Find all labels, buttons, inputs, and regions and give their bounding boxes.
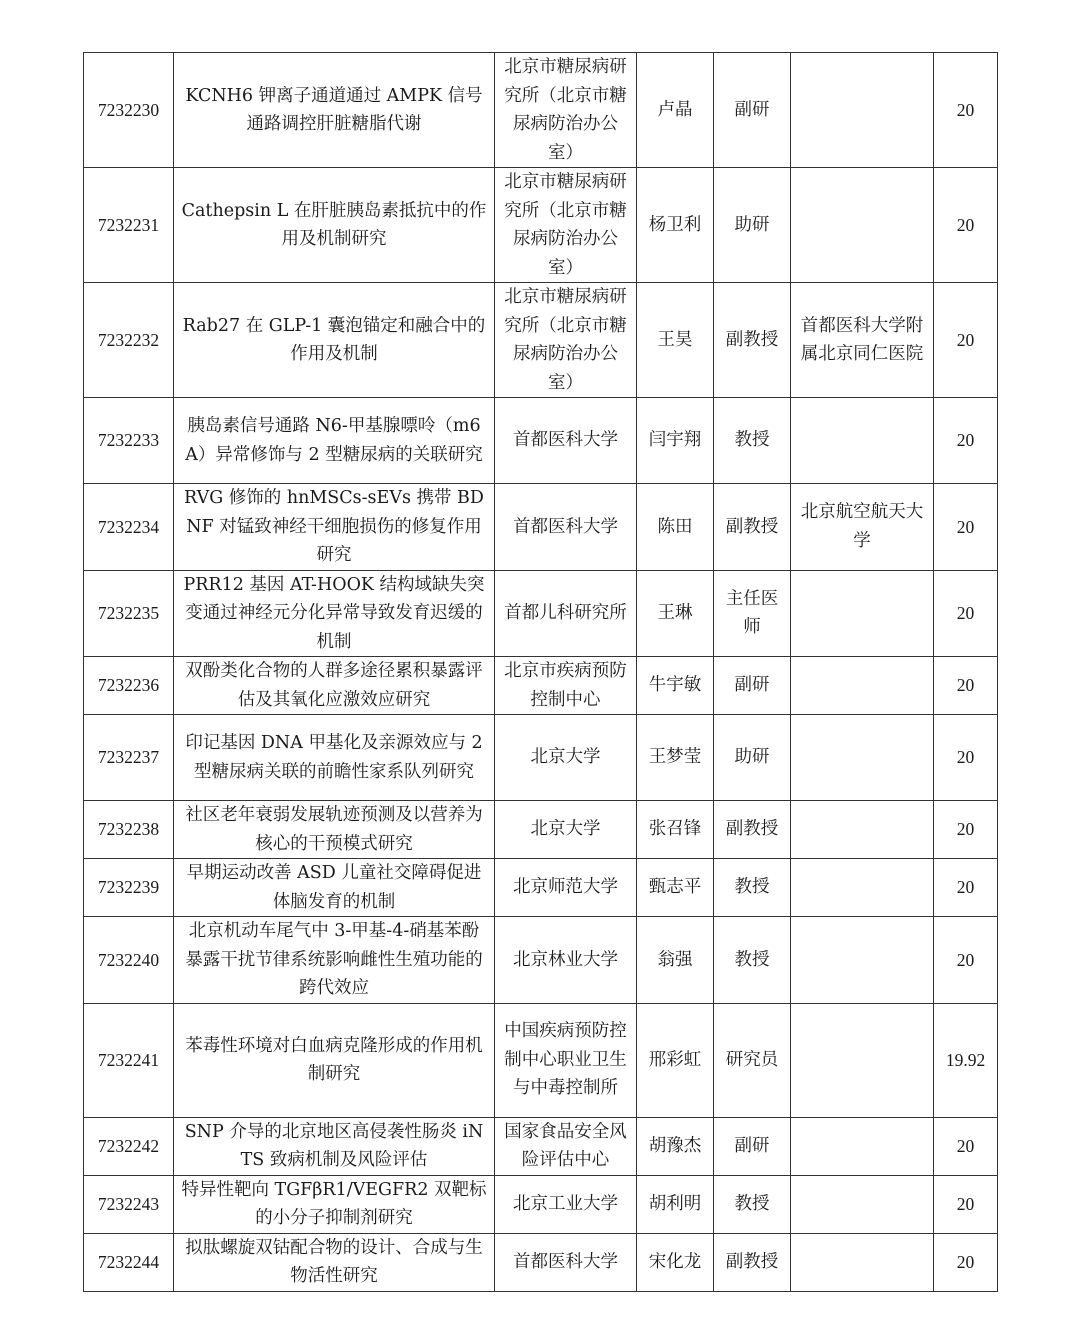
funding-amount-cell: 20	[934, 570, 998, 657]
institution-cell: 北京大学	[495, 801, 637, 859]
project-title-cell: 北京机动车尾气中 3-甲基-4-硝基苯酚暴露干扰节律系统影响雌性生殖功能的跨代效应	[174, 917, 495, 1004]
funding-amount-cell: 20	[934, 859, 998, 917]
position-cell: 副教授	[714, 1233, 791, 1291]
table-row	[84, 1175, 998, 1233]
table-row	[84, 801, 998, 859]
investigator-name-cell: 邢彩虹	[637, 1003, 714, 1117]
institution-cell: 北京市糖尿病研究所（北京市糖尿病防治办公室）	[495, 53, 637, 168]
institution-cell: 北京市糖尿病研究所（北京市糖尿病防治办公室）	[495, 283, 637, 398]
project-id-cell: 7232232	[84, 283, 174, 398]
project-title-cell: 早期运动改善 ASD 儿童社交障碍促进体脑发育的机制	[174, 859, 495, 917]
project-id-cell: 7232243	[84, 1175, 174, 1233]
partner-institution-cell	[791, 657, 934, 715]
table-row	[84, 715, 998, 801]
investigator-name-cell: 牛宇敏	[637, 657, 714, 715]
project-id-cell: 7232238	[84, 801, 174, 859]
table-row	[84, 398, 998, 484]
partner-institution-cell	[791, 398, 934, 484]
institution-cell: 国家食品安全风险评估中心	[495, 1117, 637, 1175]
partner-institution-cell	[791, 917, 934, 1004]
funding-amount-cell: 19.92	[934, 1003, 998, 1117]
partner-institution-cell	[791, 1175, 934, 1233]
partner-institution-cell	[791, 168, 934, 283]
table-row	[84, 1117, 998, 1175]
project-id-cell: 7232239	[84, 859, 174, 917]
table-row	[84, 1003, 998, 1117]
investigator-name-cell: 王琳	[637, 570, 714, 657]
table-row	[84, 283, 998, 398]
project-title-cell: 印记基因 DNA 甲基化及亲源效应与 2 型糖尿病关联的前瞻性家系队列研究	[174, 715, 495, 801]
funding-amount-cell: 20	[934, 715, 998, 801]
partner-institution-cell	[791, 570, 934, 657]
funding-amount-cell: 20	[934, 53, 998, 168]
funding-amount-cell: 20	[934, 283, 998, 398]
project-id-cell: 7232241	[84, 1003, 174, 1117]
project-title-cell: RVG 修饰的 hnMSCs-sEVs 携带 BDNF 对锰致神经干细胞损伤的修复作用研究	[174, 484, 495, 571]
table-row	[84, 917, 998, 1004]
institution-cell: 北京林业大学	[495, 917, 637, 1004]
project-id-cell: 7232236	[84, 657, 174, 715]
position-cell: 主任医师	[714, 570, 791, 657]
table-row	[84, 859, 998, 917]
position-cell: 副研	[714, 1117, 791, 1175]
position-cell: 教授	[714, 398, 791, 484]
position-cell: 助研	[714, 715, 791, 801]
institution-cell: 首都医科大学	[495, 398, 637, 484]
project-title-cell: KCNH6 钾离子通道通过 AMPK 信号通路调控肝脏糖脂代谢	[174, 53, 495, 168]
funding-amount-cell: 20	[934, 657, 998, 715]
project-title-cell: 社区老年衰弱发展轨迹预测及以营养为核心的干预模式研究	[174, 801, 495, 859]
position-cell: 副研	[714, 53, 791, 168]
institution-cell: 北京市疾病预防控制中心	[495, 657, 637, 715]
project-title-cell: PRR12 基因 AT-HOOK 结构域缺失突变通过神经元分化异常导致发育迟缓的机制	[174, 570, 495, 657]
position-cell: 助研	[714, 168, 791, 283]
institution-cell: 北京市糖尿病研究所（北京市糖尿病防治办公室）	[495, 168, 637, 283]
position-cell: 副教授	[714, 801, 791, 859]
partner-institution-cell	[791, 1233, 934, 1291]
partner-institution-cell	[791, 715, 934, 801]
project-id-cell: 7232234	[84, 484, 174, 571]
project-title-cell: Cathepsin L 在肝脏胰岛素抵抗中的作用及机制研究	[174, 168, 495, 283]
grant-table-body	[84, 53, 998, 1292]
table-row	[84, 657, 998, 715]
investigator-name-cell: 翁强	[637, 917, 714, 1004]
funding-amount-cell: 20	[934, 917, 998, 1004]
investigator-name-cell: 甄志平	[637, 859, 714, 917]
funding-amount-cell: 20	[934, 1233, 998, 1291]
project-title-cell: SNP 介导的北京地区高侵袭性肠炎 iNTS 致病机制及风险评估	[174, 1117, 495, 1175]
partner-institution-cell	[791, 859, 934, 917]
project-id-cell: 7232240	[84, 917, 174, 1004]
table-row	[84, 570, 998, 657]
position-cell: 教授	[714, 917, 791, 1004]
institution-cell: 首都医科大学	[495, 484, 637, 571]
partner-institution-cell	[791, 801, 934, 859]
table-row	[84, 53, 998, 168]
project-title-cell: 双酚类化合物的人群多途径累积暴露评估及其氧化应激效应研究	[174, 657, 495, 715]
project-title-cell: 胰岛素信号通路 N6-甲基腺嘌呤（m6A）异常修饰与 2 型糖尿病的关联研究	[174, 398, 495, 484]
investigator-name-cell: 王梦莹	[637, 715, 714, 801]
project-id-cell: 7232242	[84, 1117, 174, 1175]
investigator-name-cell: 卢晶	[637, 53, 714, 168]
investigator-name-cell: 胡豫杰	[637, 1117, 714, 1175]
table-row	[84, 1233, 998, 1291]
position-cell: 副教授	[714, 283, 791, 398]
funding-amount-cell: 20	[934, 398, 998, 484]
table-row	[84, 168, 998, 283]
project-title-cell: 特异性靶向 TGFβR1/VEGFR2 双靶标的小分子抑制剂研究	[174, 1175, 495, 1233]
institution-cell: 首都儿科研究所	[495, 570, 637, 657]
project-title-cell: 拟肽螺旋双钴配合物的设计、合成与生物活性研究	[174, 1233, 495, 1291]
institution-cell: 中国疾病预防控制中心职业卫生与中毒控制所	[495, 1003, 637, 1117]
project-id-cell: 7232235	[84, 570, 174, 657]
position-cell: 教授	[714, 1175, 791, 1233]
project-title-cell: Rab27 在 GLP-1 囊泡锚定和融合中的作用及机制	[174, 283, 495, 398]
project-id-cell: 7232230	[84, 53, 174, 168]
funding-amount-cell: 20	[934, 1117, 998, 1175]
project-title-cell: 苯毒性环境对白血病克隆形成的作用机制研究	[174, 1003, 495, 1117]
institution-cell: 北京师范大学	[495, 859, 637, 917]
project-id-cell: 7232244	[84, 1233, 174, 1291]
partner-institution-cell	[791, 1003, 934, 1117]
institution-cell: 北京大学	[495, 715, 637, 801]
project-id-cell: 7232231	[84, 168, 174, 283]
project-id-cell: 7232237	[84, 715, 174, 801]
investigator-name-cell: 王昊	[637, 283, 714, 398]
funding-amount-cell: 20	[934, 801, 998, 859]
position-cell: 副教授	[714, 484, 791, 571]
partner-institution-cell: 北京航空航天大学	[791, 484, 934, 571]
project-id-cell: 7232233	[84, 398, 174, 484]
position-cell: 副研	[714, 657, 791, 715]
investigator-name-cell: 宋化龙	[637, 1233, 714, 1291]
funding-amount-cell: 20	[934, 168, 998, 283]
grant-table	[83, 52, 998, 1292]
investigator-name-cell: 闫宇翔	[637, 398, 714, 484]
table-row	[84, 484, 998, 571]
investigator-name-cell: 张召锋	[637, 801, 714, 859]
investigator-name-cell: 陈田	[637, 484, 714, 571]
partner-institution-cell: 首都医科大学附属北京同仁医院	[791, 283, 934, 398]
investigator-name-cell: 胡利明	[637, 1175, 714, 1233]
investigator-name-cell: 杨卫利	[637, 168, 714, 283]
partner-institution-cell	[791, 1117, 934, 1175]
institution-cell: 首都医科大学	[495, 1233, 637, 1291]
position-cell: 研究员	[714, 1003, 791, 1117]
funding-amount-cell: 20	[934, 1175, 998, 1233]
position-cell: 教授	[714, 859, 791, 917]
funding-amount-cell: 20	[934, 484, 998, 571]
partner-institution-cell	[791, 53, 934, 168]
institution-cell: 北京工业大学	[495, 1175, 637, 1233]
